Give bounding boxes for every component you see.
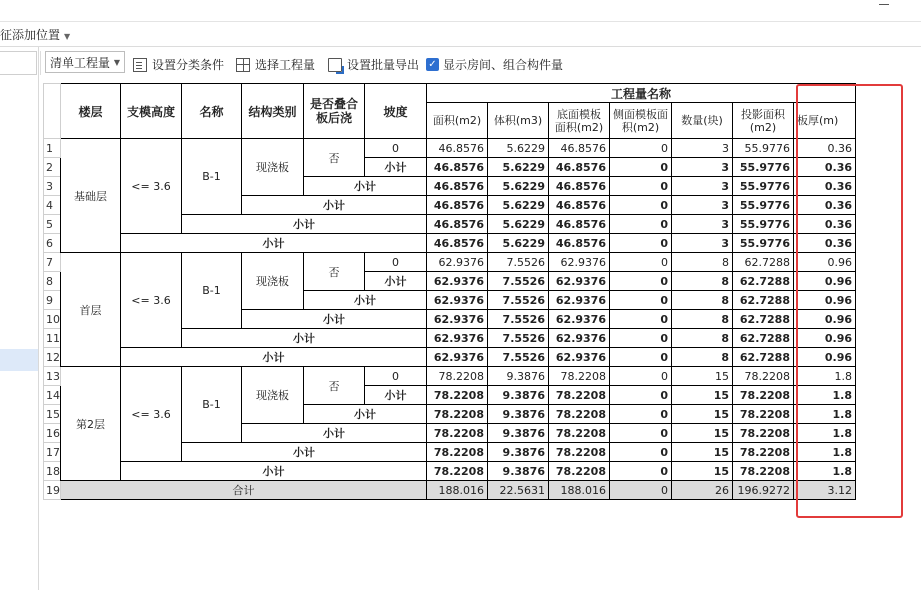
side-formwork-cell: 0	[610, 253, 672, 272]
support-height-cell: <= 3.6	[121, 367, 182, 462]
side-formwork-cell: 0	[610, 291, 672, 310]
volume-cell: 5.6229	[488, 158, 549, 177]
row-number: 5	[44, 215, 61, 234]
thickness-cell: 0.96	[794, 329, 856, 348]
export-icon	[328, 58, 342, 72]
row-number: 11	[44, 329, 61, 348]
area-cell: 78.2208	[427, 367, 488, 386]
set-batch-export-label: 设置批量导出	[347, 58, 420, 72]
projected-area-cell: 78.2208	[733, 443, 794, 462]
header-side-formwork: 侧面模板面积(m2)	[610, 103, 672, 139]
row-number: 6	[44, 234, 61, 253]
count-cell: 8	[672, 310, 733, 329]
bottom-formwork-cell: 78.2208	[549, 424, 610, 443]
quantity-report-table	[43, 83, 856, 500]
settings-list-icon	[133, 58, 147, 72]
count-cell: 15	[672, 367, 733, 386]
area-cell: 62.9376	[427, 348, 488, 367]
volume-cell: 9.3876	[488, 405, 549, 424]
area-cell: 46.8576	[427, 215, 488, 234]
projected-area-cell: 55.9776	[733, 177, 794, 196]
grid-select-icon	[236, 58, 250, 72]
side-formwork-cell: 0	[610, 386, 672, 405]
header-area: 面积(m2)	[427, 103, 488, 139]
area-cell: 46.8576	[427, 196, 488, 215]
row-number: 18	[44, 462, 61, 481]
area-cell: 46.8576	[427, 139, 488, 158]
add-feature-location-label: 征添加位置	[0, 28, 61, 42]
show-rooms-checkbox[interactable]	[426, 56, 563, 73]
toolbar	[40, 47, 921, 79]
bottom-formwork-cell: 46.8576	[549, 234, 610, 253]
thickness-cell: 1.8	[794, 424, 856, 443]
thickness-cell: 1.8	[794, 405, 856, 424]
row-number: 7	[44, 253, 61, 272]
bottom-formwork-cell: 46.8576	[549, 177, 610, 196]
row-number: 17	[44, 443, 61, 462]
volume-cell: 5.6229	[488, 196, 549, 215]
subtotal-label: 小计	[182, 329, 427, 348]
volume-cell: 5.6229	[488, 234, 549, 253]
thickness-cell: 0.96	[794, 272, 856, 291]
chevron-down-icon: ▼	[64, 32, 71, 41]
count-cell: 8	[672, 329, 733, 348]
subtotal-label: 小计	[182, 443, 427, 462]
thickness-cell: 1.8	[794, 443, 856, 462]
struct-type-cell: 现浇板	[242, 139, 304, 196]
subtotal-label: 小计	[365, 272, 427, 291]
total-label: 合计	[61, 481, 427, 500]
volume-cell: 5.6229	[488, 177, 549, 196]
volume-cell: 9.3876	[488, 443, 549, 462]
count-cell: 15	[672, 462, 733, 481]
volume-cell: 9.3876	[488, 462, 549, 481]
struct-type-cell: 现浇板	[242, 367, 304, 424]
volume-cell: 7.5526	[488, 253, 549, 272]
support-height-cell: <= 3.6	[121, 139, 182, 234]
area-cell: 78.2208	[427, 424, 488, 443]
thickness-cell: 0.36	[794, 196, 856, 215]
projected-area-cell: 78.2208	[733, 462, 794, 481]
side-formwork-cell: 0	[610, 177, 672, 196]
set-classify-label: 设置分类条件	[152, 58, 225, 72]
projected-area-cell: 62.7288	[733, 310, 794, 329]
total-volume-cell: 22.5631	[488, 481, 549, 500]
corner-cell	[44, 84, 61, 139]
count-cell: 3	[672, 196, 733, 215]
count-cell: 3	[672, 177, 733, 196]
table-row[interactable]	[44, 367, 856, 386]
name-cell: B-1	[182, 367, 242, 443]
count-cell: 3	[672, 158, 733, 177]
left-panel	[0, 47, 39, 590]
slope-cell: 0	[365, 367, 427, 386]
bottom-formwork-cell: 78.2208	[549, 386, 610, 405]
subtotal-label: 小计	[304, 177, 427, 196]
subtotal-label: 小计	[242, 310, 427, 329]
thickness-cell: 0.96	[794, 348, 856, 367]
count-cell: 15	[672, 405, 733, 424]
volume-cell: 9.3876	[488, 424, 549, 443]
bottom-formwork-cell: 46.8576	[549, 139, 610, 158]
thickness-cell: 0.96	[794, 253, 856, 272]
bottom-formwork-cell: 62.9376	[549, 253, 610, 272]
floor-cell: 首层	[61, 253, 121, 367]
header-floor: 楼层	[61, 84, 121, 139]
area-cell: 46.8576	[427, 234, 488, 253]
row-number: 1	[44, 139, 61, 158]
count-cell: 8	[672, 291, 733, 310]
total-area-cell: 188.016	[427, 481, 488, 500]
thickness-cell: 0.36	[794, 215, 856, 234]
area-cell: 62.9376	[427, 272, 488, 291]
area-cell: 78.2208	[427, 443, 488, 462]
thickness-cell: 0.36	[794, 234, 856, 253]
table-row[interactable]	[44, 348, 856, 367]
bottom-formwork-cell: 46.8576	[549, 196, 610, 215]
bottom-formwork-cell: 62.9376	[549, 329, 610, 348]
projected-area-cell: 55.9776	[733, 139, 794, 158]
projected-area-cell: 55.9776	[733, 196, 794, 215]
side-formwork-cell: 0	[610, 329, 672, 348]
overlap-cell: 否	[304, 253, 365, 291]
minimize-icon[interactable]	[879, 4, 889, 5]
volume-cell: 7.5526	[488, 310, 549, 329]
header-projected-area: 投影面积(m2)	[733, 103, 794, 139]
subtotal-label: 小计	[242, 196, 427, 215]
overlap-cell: 否	[304, 139, 365, 177]
bottom-formwork-cell: 62.9376	[549, 348, 610, 367]
bill-quantity-select[interactable]	[45, 51, 125, 73]
bottom-formwork-cell: 62.9376	[549, 291, 610, 310]
projected-area-cell: 78.2208	[733, 386, 794, 405]
volume-cell: 7.5526	[488, 329, 549, 348]
bottom-formwork-cell: 78.2208	[549, 367, 610, 386]
bottom-formwork-cell: 46.8576	[549, 215, 610, 234]
subtotal-label: 小计	[182, 215, 427, 234]
total-row[interactable]	[44, 481, 856, 500]
projected-area-cell: 62.7288	[733, 291, 794, 310]
side-formwork-cell: 0	[610, 367, 672, 386]
row-number: 3	[44, 177, 61, 196]
bottom-formwork-cell: 78.2208	[549, 443, 610, 462]
row-number: 9	[44, 291, 61, 310]
thickness-cell: 0.96	[794, 310, 856, 329]
header-quantity-name: 工程量名称	[427, 84, 856, 103]
side-formwork-cell: 0	[610, 234, 672, 253]
total-thickness-cell: 3.12	[794, 481, 856, 500]
feature-menu-bar	[0, 22, 921, 47]
total-count-cell: 26	[672, 481, 733, 500]
header-count: 数量(块)	[672, 103, 733, 139]
subtotal-label: 小计	[365, 386, 427, 405]
projected-area-cell: 62.7288	[733, 253, 794, 272]
row-number: 15	[44, 405, 61, 424]
count-cell: 3	[672, 215, 733, 234]
area-cell: 62.9376	[427, 310, 488, 329]
thickness-cell: 0.96	[794, 291, 856, 310]
subtotal-label: 小计	[304, 405, 427, 424]
select-quantity-button[interactable]	[236, 56, 315, 73]
count-cell: 8	[672, 253, 733, 272]
side-formwork-cell: 0	[610, 196, 672, 215]
area-cell: 46.8576	[427, 158, 488, 177]
row-number: 14	[44, 386, 61, 405]
side-formwork-cell: 0	[610, 462, 672, 481]
side-formwork-cell: 0	[610, 158, 672, 177]
projected-area-cell: 55.9776	[733, 158, 794, 177]
projected-area-cell: 55.9776	[733, 215, 794, 234]
side-formwork-cell: 0	[610, 139, 672, 158]
projected-area-cell: 55.9776	[733, 234, 794, 253]
subtotal-label: 小计	[304, 291, 427, 310]
bottom-formwork-cell: 78.2208	[549, 462, 610, 481]
projected-area-cell: 62.7288	[733, 329, 794, 348]
row-number: 16	[44, 424, 61, 443]
header-struct-type: 结构类别	[242, 84, 304, 139]
count-cell: 3	[672, 139, 733, 158]
area-cell: 46.8576	[427, 177, 488, 196]
row-number: 4	[44, 196, 61, 215]
slope-cell: 0	[365, 139, 427, 158]
show-rooms-label: 显示房间、组合构件量	[443, 58, 564, 72]
projected-area-cell: 78.2208	[733, 424, 794, 443]
bottom-formwork-cell: 62.9376	[549, 272, 610, 291]
side-formwork-cell: 0	[610, 424, 672, 443]
table-row[interactable]	[44, 462, 856, 481]
count-cell: 15	[672, 443, 733, 462]
header-slope: 坡度	[365, 84, 427, 139]
toolbar-divider	[40, 51, 41, 75]
count-cell: 3	[672, 234, 733, 253]
thickness-cell: 0.36	[794, 139, 856, 158]
total-projected-area-cell: 196.9272	[733, 481, 794, 500]
bill-quantity-select-value: 清单工程量	[50, 56, 111, 70]
area-cell: 78.2208	[427, 462, 488, 481]
thickness-cell: 1.8	[794, 367, 856, 386]
area-cell: 78.2208	[427, 405, 488, 424]
count-cell: 8	[672, 348, 733, 367]
subtotal-label: 小计	[121, 462, 427, 481]
projected-area-cell: 78.2208	[733, 405, 794, 424]
set-batch-export-button[interactable]	[328, 56, 419, 73]
area-cell: 62.9376	[427, 329, 488, 348]
struct-type-cell: 现浇板	[242, 253, 304, 310]
title-bar	[0, 0, 921, 22]
subtotal-label: 小计	[242, 424, 427, 443]
row-number: 12	[44, 348, 61, 367]
row-number: 2	[44, 158, 61, 177]
side-formwork-cell: 0	[610, 272, 672, 291]
area-cell: 78.2208	[427, 386, 488, 405]
row-number: 13	[44, 367, 61, 386]
floor-cell: 第2层	[61, 367, 121, 481]
subtotal-label: 小计	[365, 158, 427, 177]
projected-area-cell: 62.7288	[733, 272, 794, 291]
row-number: 8	[44, 272, 61, 291]
add-feature-location-menu[interactable]	[0, 26, 70, 43]
area-cell: 62.9376	[427, 291, 488, 310]
left-panel-selected-item[interactable]	[0, 349, 38, 371]
header-thickness: 板厚(m)	[794, 103, 856, 139]
volume-cell: 9.3876	[488, 386, 549, 405]
bottom-formwork-cell: 62.9376	[549, 310, 610, 329]
row-number: 19	[44, 481, 61, 500]
side-formwork-cell: 0	[610, 215, 672, 234]
header-volume: 体积(m3)	[488, 103, 549, 139]
left-panel-input[interactable]	[0, 51, 37, 75]
volume-cell: 9.3876	[488, 367, 549, 386]
slope-cell: 0	[365, 253, 427, 272]
subtotal-label: 小计	[121, 348, 427, 367]
support-height-cell: <= 3.6	[121, 253, 182, 348]
side-formwork-cell: 0	[610, 443, 672, 462]
volume-cell: 7.5526	[488, 348, 549, 367]
bottom-formwork-cell: 46.8576	[549, 158, 610, 177]
area-cell: 62.9376	[427, 253, 488, 272]
projected-area-cell: 78.2208	[733, 367, 794, 386]
checkbox-checked-icon: ✓	[426, 58, 439, 71]
count-cell: 15	[672, 386, 733, 405]
projected-area-cell: 62.7288	[733, 348, 794, 367]
thickness-cell: 1.8	[794, 386, 856, 405]
floor-cell: 基础层	[61, 139, 121, 253]
table-row[interactable]	[44, 234, 856, 253]
total-side-formwork-cell: 0	[610, 481, 672, 500]
total-bottom-formwork-cell: 188.016	[549, 481, 610, 500]
side-formwork-cell: 0	[610, 310, 672, 329]
side-formwork-cell: 0	[610, 348, 672, 367]
header-support-height: 支模高度	[121, 84, 182, 139]
thickness-cell: 0.36	[794, 177, 856, 196]
name-cell: B-1	[182, 139, 242, 215]
table-row[interactable]	[44, 253, 856, 272]
overlap-cell: 否	[304, 367, 365, 405]
header-overlap: 是否叠合板后浇	[304, 84, 365, 139]
volume-cell: 7.5526	[488, 272, 549, 291]
header-bottom-formwork: 底面模板面积(m2)	[549, 103, 610, 139]
row-number: 10	[44, 310, 61, 329]
subtotal-label: 小计	[121, 234, 427, 253]
thickness-cell: 0.36	[794, 158, 856, 177]
volume-cell: 5.6229	[488, 139, 549, 158]
thickness-cell: 1.8	[794, 462, 856, 481]
side-formwork-cell: 0	[610, 405, 672, 424]
select-quantity-label: 选择工程量	[255, 58, 316, 72]
count-cell: 15	[672, 424, 733, 443]
name-cell: B-1	[182, 253, 242, 329]
set-classify-button[interactable]	[133, 56, 224, 73]
volume-cell: 7.5526	[488, 291, 549, 310]
table-row[interactable]	[44, 139, 856, 158]
count-cell: 8	[672, 272, 733, 291]
bottom-formwork-cell: 78.2208	[549, 405, 610, 424]
volume-cell: 5.6229	[488, 215, 549, 234]
header-name: 名称	[182, 84, 242, 139]
chevron-down-icon: ▼	[113, 58, 120, 67]
